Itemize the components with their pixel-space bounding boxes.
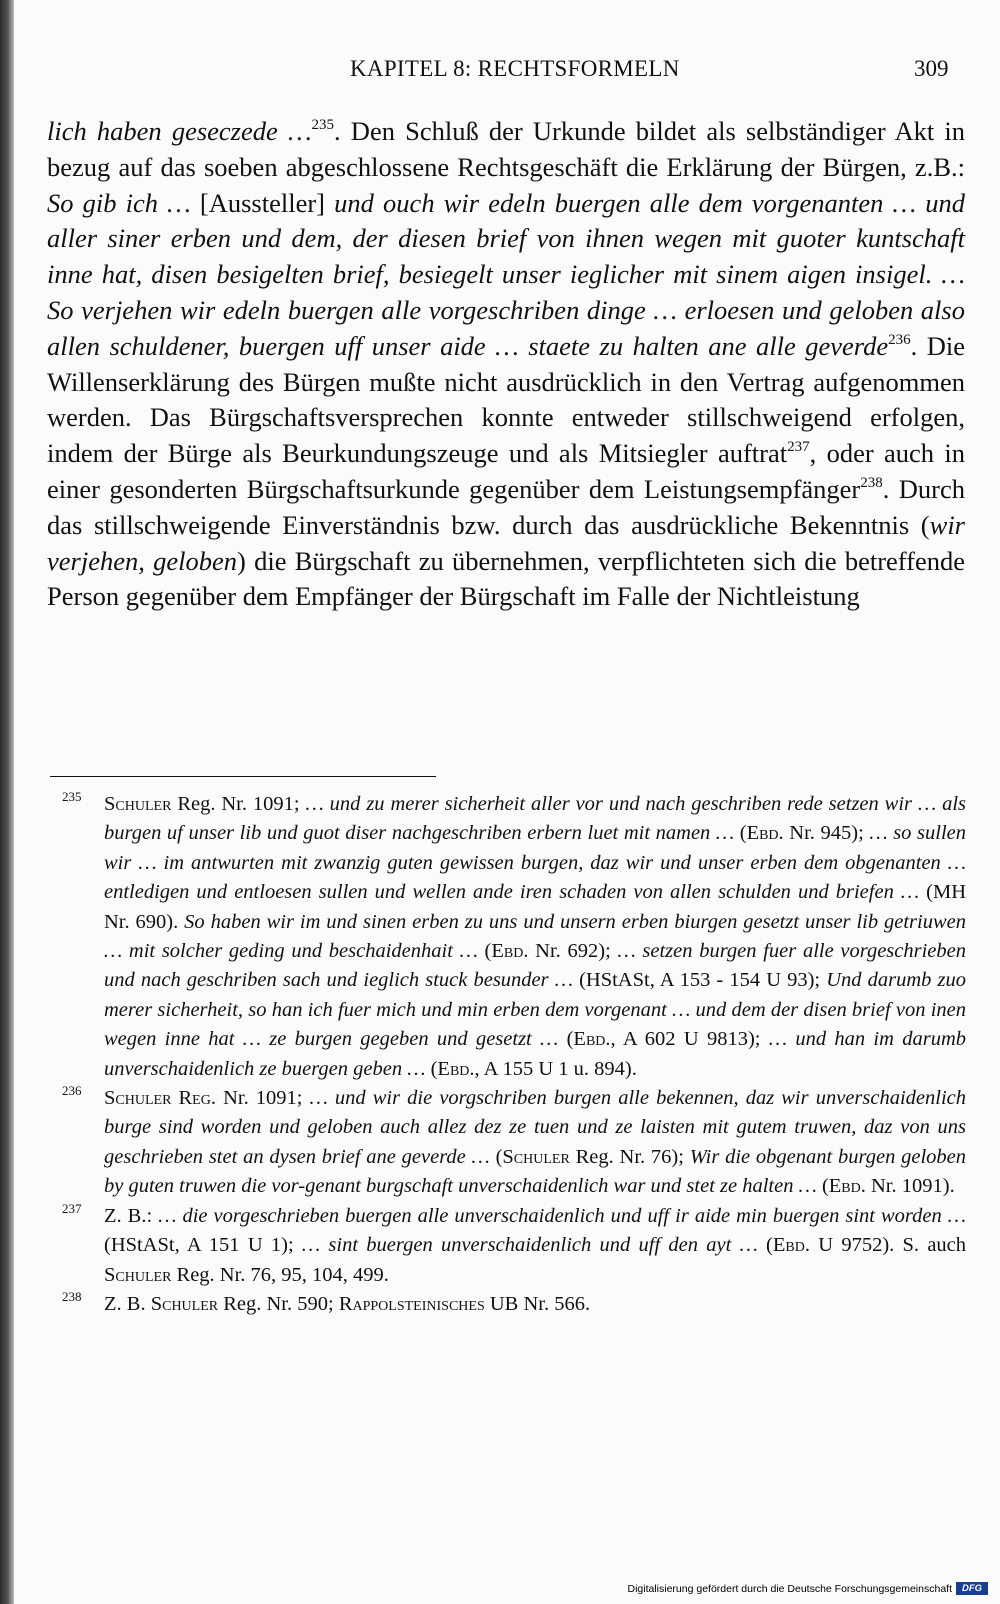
footnote-236: 236 Schuler Reg. Nr. 1091; … und wir die vorgschriben burgen alle bekennen, daz wir unverschaidenlich burge sind worden und geloben auch allez dez ze tuen und ze laisten mit gutem truwen, daz von uns geschrieben stet an dysen brief ane geverde … (Schuler Reg. Nr. 76); Wir die obgenant burgen geloben by guten truwen die vor-genant burgschaft unverschaidenlich war und stet ze halten … (Ebd. Nr. 1091). — [62, 1083, 966, 1198]
digitization-footer — [14, 1577, 1000, 1599]
quote-segment: So gib ich … — [47, 187, 191, 218]
body-paragraph — [47, 114, 965, 615]
funding-credit: Digitalisierung gefördert durch die Deutsche Forschungsgemeinschaft — [627, 1583, 952, 1595]
footnote-ref-235[interactable]: 235 — [311, 117, 335, 133]
footnote-separator — [50, 776, 436, 777]
footnote-237: 237 Z. B.: … die vorgeschrieben buergen alle unverschaidenlich und uff ir aide min buergen sint worden … (HStASt, A 151 U 1); … sint buergen unverschaidenlich und uff den ayt … (Ebd. U 9752). S. auch Schuler Reg. Nr. 76, 95, 104, 499. — [62, 1200, 967, 1286]
author-name: Schuler — [150, 1292, 219, 1315]
citation: ( — [489, 1145, 503, 1168]
ebd-abbrev: Ebd. — [437, 1057, 475, 1080]
quote: … und han im darumb unverschaidenlich ze buergen geben … — [104, 1028, 967, 1080]
citation: Nr. 566. — [518, 1292, 591, 1315]
ebd-abbrev: Ebd. — [573, 1028, 611, 1051]
citation: ( — [757, 1234, 773, 1257]
text-segment: [Aussteller] — [190, 187, 335, 218]
quote: … und wir die vorgschriben burgen alle bekennen, daz wir unverschaidenlich burge sind worden und geloben auch allez dez ze tuen und ze laisten mit gutem truwen, daz von uns geschrieben stet an dysen brief ane geverde … — [104, 1087, 966, 1168]
text-segment: , oder auch in einer gesonderten Bürgschaftsurkunde gegenüber dem Leistungsempfänger — [47, 438, 965, 504]
text-segment: . Durch das stillschweigende Einverständnis bzw. durch das ausdrückliche Bekenntnis ( — [47, 473, 965, 540]
source-title: Rappolsteinisches UB — [338, 1292, 519, 1315]
citation: ( — [558, 1028, 574, 1051]
book-spine-shadow — [0, 0, 14, 1604]
quote-segment: wir verjehen, geloben — [47, 509, 965, 576]
ebd-abbrev: Ebd. — [491, 940, 529, 963]
ebd-abbrev: Ebd. — [746, 822, 784, 845]
citation: Z. B. — [104, 1292, 151, 1315]
citation: ( — [816, 1175, 829, 1198]
running-header — [14, 56, 1000, 86]
citation: ( — [477, 940, 492, 963]
ebd-abbrev: Ebd. — [828, 1175, 866, 1198]
citation: Reg. Nr. 76, 95, 104, 499. — [171, 1263, 389, 1286]
running-title: KAPITEL 8: RECHTSFORMELN — [350, 56, 680, 81]
quote: … sint buergen unverschaidenlich und uff den ayt … — [301, 1234, 758, 1257]
citation: Nr. 1091). — [865, 1175, 955, 1198]
dfg-logo: DFG — [956, 1582, 988, 1595]
citation: , A 155 U 1 u. 894). — [474, 1057, 637, 1080]
footnotes — [62, 790, 966, 1319]
text-segment: . Die Willenserklärung des Bürgen mußte nicht ausdrücklich in den Vertrag aufgenommen werden. Das Bürgschaftsversprechen konnte entweder stillschweigend erfolgen, indem der Bürge als Beurkundungszeuge und als Mitsiegler auftrat — [47, 330, 965, 469]
footnote-ref-238[interactable]: 238 — [860, 474, 883, 491]
quote: … die vorgeschrieben buergen alle unverschaidenlich und uff ir aide min buergen sint worden … — [158, 1204, 966, 1227]
author-name: Schuler — [502, 1145, 570, 1168]
book-page — [14, 0, 1000, 1604]
page-number: 309 — [914, 56, 949, 81]
text-segment: ) die Bürgschaft zu übernehmen, verpflichteten sich die betreffende Person gegenüber dem Empfänger der Bürgschaft im Falle der Nichtleistung — [47, 545, 965, 612]
quote: Und darumb zuo merer sicherheit, so han ich fuer mich und min erben dem vorgenant … und dem der disen brief von inen wegen inne hat … ze burgen gegeben und gesetzt … — [104, 969, 966, 1051]
quote: So haben wir im und sinen erben zu uns und unsern erben biurgen gesetzt unser lib getriuwen … mit solcher geding und beschaidenhait … — [104, 910, 966, 963]
text-segment: . Den Schluß der Urkunde bildet als selbständiger Akt in bezug auf das soeben abgeschlossene Rechtsgeschäft die Erklärung der Bürgen, z.B.: — [47, 116, 965, 182]
footnote-238: 238 Z. B. Schuler Reg. Nr. 590; Rappolsteinisches UB Nr. 566. — [62, 1288, 591, 1315]
footnote-235: 235 Schuler Reg. Nr. 1091; … und zu merer sicherheit aller vor und nach geschriben rede setzen wir … als burgen uf unser lib und guot diser nachgeschriben erbern luet mit namen … (Ebd. Nr. 945); … so sullen wir … im antwurten mit zwanzig guten gewissen burgen, daz wir und unser erben dem obgenanten … entledigen und entloesen sullen und wellen ande iren schaden von allen schulden und briefen … (MH Nr. 690). So haben wir im und sinen erben zu uns und unsern erben biurgen gesetzt unser lib getriuwen … mit solcher geding und beschaidenhait … (Ebd. Nr. 692); … setzen burgen fuer alle vorgeschrieben und nach geschriben sach und ieglich stuck besunder … (HStASt, A 153 - 154 U 93); Und darumb zuo merer sicherheit, so han ich fuer mich und min erben dem vorgenant … und dem der disen brief von inen wegen inne hat … ze burgen gegeben und gesetzt … (Ebd., A 602 U 9813); … und han im darumb unverschaidenlich ze buergen geben … (Ebd., A 155 U 1 u. 894). — [62, 789, 967, 1080]
citation: U 9752). S. auch — [810, 1234, 967, 1257]
quote: … so sullen wir … im antwurten mit zwanzig guten gewissen burgen, daz wir und unser erben dem obgenanten … entledigen und entloesen sullen und wellen ande iren schaden von allen schulden und briefen … — [104, 822, 966, 904]
quote: … setzen burgen fuer alle vorgeschrieben und nach geschriben sach und ieglich stuck besunder … — [104, 940, 966, 992]
citation: (MH Nr. 690). — [104, 881, 967, 933]
citation: Reg. Nr. 1091; — [171, 793, 306, 815]
ebd-abbrev: Ebd. — [772, 1234, 810, 1257]
quote-segment: und ouch wir edeln buergen alle dem vorgenanten … und aller siner erben und dem, der diesen brief von ihnen wegen mit guoter kuntschaft inne hat, disen besigelten brief, besiegelt unser ieglicher mit sinem aigen insigel. … So verjehen wir edeln buergen alle vorgeschriben dinge … erloesen und geloben also allen schuldener, buergen uff unser aide … staete zu halten ane alle geverde — [47, 187, 966, 361]
citation: (HStASt, A 151 U 1); — [104, 1234, 302, 1257]
citation: ( — [734, 822, 747, 845]
quote-segment: lich haben geseczede … — [47, 116, 312, 146]
citation: Nr. 692); — [528, 940, 618, 963]
footnote-ref-236[interactable]: 236 — [888, 331, 911, 348]
citation: , A 602 U 9813); — [610, 1028, 769, 1051]
author-name: Schuler — [104, 793, 172, 815]
author-name: Schuler — [104, 1263, 172, 1286]
citation: ( — [425, 1057, 438, 1080]
citation: (HStASt, A 153 - 154 U 93); — [572, 969, 827, 992]
citation: Nr. 1091; — [215, 1087, 310, 1110]
footnote-ref-237[interactable]: 237 — [787, 439, 810, 456]
author-name: Schuler Reg. — [104, 1087, 216, 1110]
quote: … und zu merer sicherheit aller vor und nach geschriben rede setzen wir … als burgen uf unser lib und guot diser nachgeschriben erbern luet mit namen … — [104, 793, 967, 845]
quote: Wir die obgenant burgen geloben by guten truwen die vor-genant burgschaft unverschaidenlich war und stet ze halten … — [104, 1145, 966, 1198]
citation: Nr. 945); — [783, 822, 870, 845]
citation: Z. B.: — [104, 1204, 159, 1227]
citation: Reg. Nr. 76); — [569, 1145, 690, 1168]
citation: Reg. Nr. 590; — [218, 1292, 339, 1315]
main-text — [47, 114, 965, 615]
